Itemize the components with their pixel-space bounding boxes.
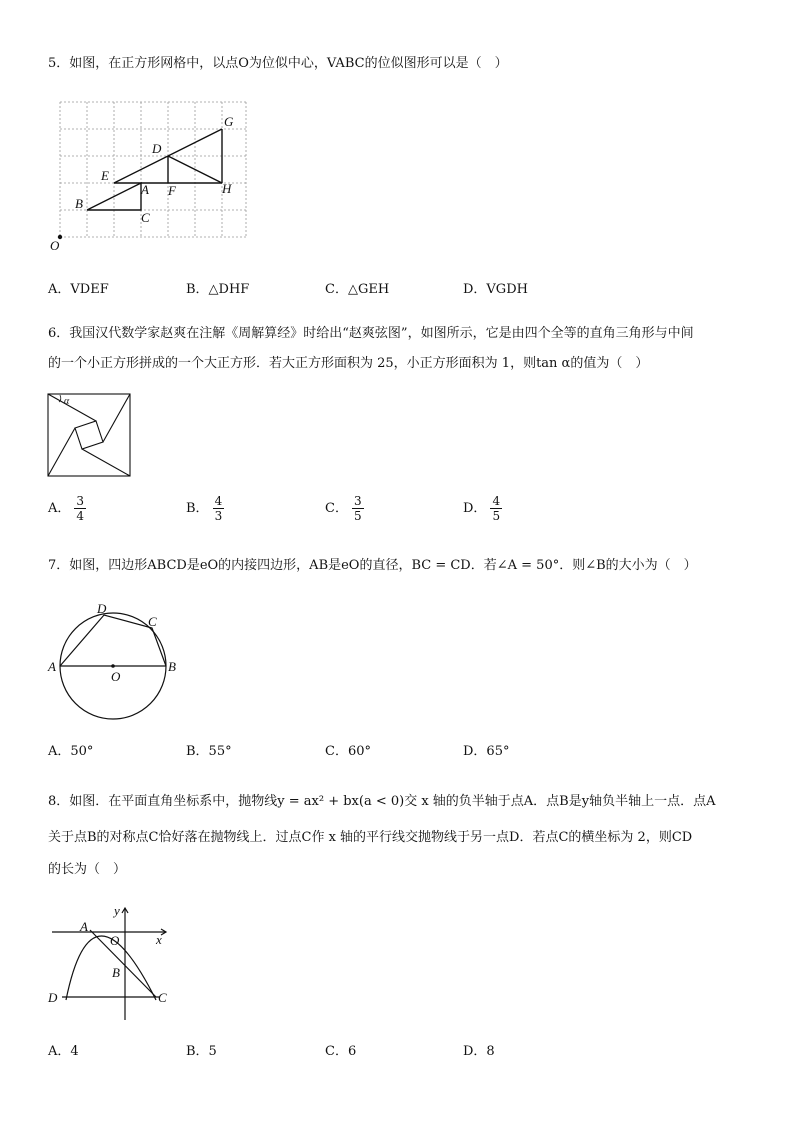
label-G: G bbox=[224, 114, 234, 129]
q6-option-a-den: 4 bbox=[76, 509, 85, 523]
question-5-stem: 5．如图，在正方形网格中，以点O为位似中心，VABC的位似图形可以是（ ） bbox=[48, 56, 508, 71]
question-6-stem-line2: 的一个小正方形拼成的一个大正方形．若大正方形面积为 25，小正方形面积为 1，则tan α的值为（ ） bbox=[48, 356, 649, 371]
q6-option-a-fraction bbox=[74, 494, 86, 523]
label-B: B bbox=[168, 659, 176, 674]
label-O: O bbox=[110, 933, 120, 948]
label-C: C bbox=[141, 210, 150, 225]
q6-option-c[interactable] bbox=[325, 494, 364, 523]
q7-option-b[interactable]: B．55° bbox=[186, 744, 232, 759]
question-8-figure bbox=[44, 900, 184, 1024]
q6-option-d-den: 5 bbox=[492, 509, 501, 523]
q6-option-b-den: 3 bbox=[214, 509, 223, 523]
label-A: A bbox=[48, 659, 56, 674]
q8-option-c[interactable]: C．6 bbox=[325, 1044, 357, 1059]
q6-option-c-letter: C． bbox=[325, 501, 348, 516]
q6-option-d-fraction bbox=[490, 494, 502, 523]
label-D: D bbox=[48, 990, 58, 1005]
q6-option-b-letter: B． bbox=[186, 501, 209, 516]
q6-option-c-den: 5 bbox=[353, 509, 362, 523]
q6-option-b[interactable] bbox=[186, 494, 224, 523]
question-6-figure bbox=[46, 392, 134, 478]
q6-option-c-num: 3 bbox=[353, 494, 362, 508]
q6-option-d-num: 4 bbox=[492, 494, 501, 508]
q7-option-d[interactable]: D．65° bbox=[463, 744, 510, 759]
q5-option-c[interactable]: C．△GEH bbox=[325, 282, 390, 297]
label-C: C bbox=[148, 614, 157, 629]
label-alpha: α bbox=[64, 396, 70, 407]
label-B: B bbox=[112, 965, 120, 980]
q8-option-a[interactable]: A．4 bbox=[48, 1044, 79, 1059]
q8-option-b[interactable]: B．5 bbox=[186, 1044, 217, 1059]
q6-option-a[interactable] bbox=[48, 494, 86, 523]
question-5-figure bbox=[40, 92, 260, 262]
label-O: O bbox=[111, 669, 121, 684]
label-A: A bbox=[141, 182, 149, 197]
question-6-stem-line1: 6．我国汉代数学家赵爽在注解《周解算经》时给出“赵爽弦图”，如图所示，它是由四个全等的直角三角形与中间 bbox=[48, 326, 694, 341]
q6-option-a-letter: A． bbox=[48, 501, 71, 516]
question-8-stem-line2: 关于点B的对称点C恰好落在抛物线上．过点C作 x 轴的平行线交抛物线于另一点D．若点C的横坐标为 2，则CD bbox=[48, 830, 693, 845]
label-y: y bbox=[114, 903, 120, 918]
q6-option-c-fraction bbox=[352, 494, 364, 523]
label-E: E bbox=[101, 168, 109, 183]
q5-option-d[interactable]: D．VGDH bbox=[463, 282, 528, 297]
label-H: H bbox=[222, 181, 232, 196]
label-O: O bbox=[50, 238, 60, 253]
label-x: x bbox=[156, 932, 162, 947]
q5-option-b[interactable]: B．△DHF bbox=[186, 282, 250, 297]
label-D: D bbox=[97, 601, 107, 616]
q7-option-a[interactable]: A．50° bbox=[48, 744, 94, 759]
q6-option-b-num: 4 bbox=[214, 494, 223, 508]
question-8-stem-line3: 的长为（ ） bbox=[48, 862, 127, 877]
question-7-figure bbox=[44, 598, 184, 724]
label-D: D bbox=[152, 141, 162, 156]
label-C: C bbox=[158, 990, 167, 1005]
q6-option-d-letter: D． bbox=[463, 501, 487, 516]
q5-option-a[interactable]: A．VDEF bbox=[48, 282, 109, 297]
q6-option-a-num: 3 bbox=[76, 494, 85, 508]
q6-option-d[interactable] bbox=[463, 494, 502, 523]
label-A: A bbox=[80, 919, 88, 934]
question-7-stem: 7．如图，四边形ABCD是eO的内接四边形，AB是eO的直径，BC = CD．若∠A = 50°．则∠B的大小为（ ） bbox=[48, 558, 697, 573]
label-B: B bbox=[75, 196, 83, 211]
q7-option-c[interactable]: C．60° bbox=[325, 744, 371, 759]
q8-option-d[interactable]: D．8 bbox=[463, 1044, 495, 1059]
label-F: F bbox=[168, 183, 176, 198]
q6-option-b-fraction bbox=[213, 494, 225, 523]
question-8-stem-line1: 8．如图．在平面直角坐标系中，抛物线y = ax² + bx(a < 0)交 x 轴的负半轴于点A．点B是y轴负半轴上一点．点A bbox=[48, 794, 716, 809]
